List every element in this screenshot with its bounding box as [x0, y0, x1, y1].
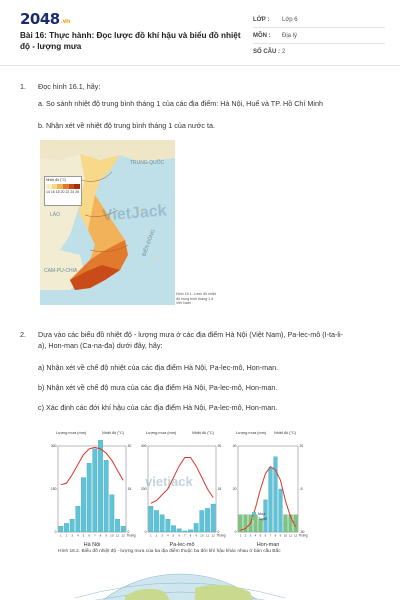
- rain-tick: 0: [54, 530, 57, 534]
- month-tick: 5: [82, 533, 85, 538]
- month-tick: 4: [76, 533, 79, 538]
- watermark: vietjack: [145, 474, 193, 489]
- rain-bar: [121, 526, 125, 532]
- month-tick: 9: [195, 533, 198, 538]
- temp-tick: 30: [217, 444, 222, 448]
- watermark: VietJack: [101, 202, 168, 225]
- rain-tick: 200: [140, 487, 147, 491]
- rain-tick: 0: [234, 530, 237, 534]
- question-2b: b) Nhận xét về chế độ mưa của các địa điểm Hà Nội, Pa-lec-mô, Hon-man.: [38, 383, 278, 392]
- month-tick: 7: [183, 533, 186, 538]
- x-axis-label: Tháng: [126, 533, 136, 538]
- map-label: CAM-PU-CHIA: [44, 268, 78, 274]
- month-tick: 3: [249, 533, 252, 538]
- station-name: Hon-man: [256, 542, 280, 548]
- meta-value: Lớp 6: [282, 16, 298, 23]
- meta-key: MÔN :: [253, 32, 271, 39]
- map-legend-scale: 14 16 18 20 22 24 26: [46, 190, 80, 194]
- month-tick: 9: [279, 533, 282, 538]
- month-tick: 10: [200, 533, 204, 538]
- month-tick: 6: [88, 533, 91, 538]
- rain-bar: [87, 463, 91, 532]
- rain-tick: 40: [232, 444, 237, 448]
- station-name: Pa-lec-mô: [169, 542, 195, 548]
- rain-axis-label: Lượng mưa (mm): [236, 431, 267, 435]
- month-tick: 12: [293, 533, 298, 538]
- meta-row-subject: [253, 28, 385, 44]
- climate-charts-svg: [40, 424, 312, 554]
- rain-bar: [171, 526, 175, 532]
- question-2c: c) Xác định các đới khí hậu của các địa điểm Hà Nội, Pa-lec-mô, Hon-man.: [38, 403, 278, 412]
- rain-bar: [279, 489, 283, 532]
- rain-bar: [160, 515, 164, 532]
- month-tick: 2: [155, 533, 158, 538]
- rain-bar: [177, 529, 181, 532]
- month-tick: 3: [71, 533, 74, 538]
- rain-bar: [194, 523, 198, 532]
- meta-value: Địa lý: [282, 32, 298, 39]
- rain-axis-label: Lượng mưa (mm): [146, 431, 177, 435]
- meta-key: SỐ CÂU :: [253, 49, 280, 55]
- month-tick: 1: [59, 533, 62, 538]
- meta-key: LỚP :: [253, 16, 270, 23]
- snow-bar: [259, 519, 263, 532]
- page-header: [0, 0, 400, 66]
- rain-bar: [93, 449, 97, 532]
- month-tick: 2: [65, 533, 68, 538]
- month-tick: 6: [178, 533, 181, 538]
- temp-tick: -30: [299, 530, 305, 534]
- x-axis-label: Tháng: [216, 533, 226, 538]
- rain-bar: [269, 468, 273, 533]
- rain-tick: 0: [144, 530, 147, 534]
- temp-tick: 0: [217, 530, 220, 534]
- map-legend-title: Nhiệt độ (°C): [46, 178, 67, 182]
- figure-caption: Hình 16.2. Biểu đồ nhiệt độ - lượng mưa của ba địa điểm thuộc ba đới khí hậu khác nhau ở bán cầu Bắc: [58, 549, 281, 554]
- question-1a: a. So sánh nhiệt độ trung bình tháng 1 của các địa điểm: Hà Nội, Huế và TP. Hồ Chí Minh: [38, 99, 324, 108]
- map-label: BIỂN ĐÔNG: [141, 228, 157, 258]
- month-tick: 8: [189, 533, 192, 538]
- temp-tick: 15: [217, 487, 222, 491]
- rain-bar: [59, 526, 63, 532]
- question-1-heading: [20, 82, 390, 94]
- question-text: Đọc hình 16.1, hãy:: [38, 82, 101, 91]
- month-tick: 1: [149, 533, 152, 538]
- meta-row-class: [253, 12, 385, 28]
- month-tick: 4: [166, 533, 169, 538]
- month-tick: 7: [269, 533, 272, 538]
- month-tick: 8: [99, 533, 102, 538]
- rain-bar: [110, 495, 114, 532]
- rain-bar: [104, 460, 108, 532]
- month-tick: 10: [283, 533, 288, 538]
- rain-tick: 400: [140, 444, 147, 448]
- rain-bar: [211, 504, 215, 532]
- vietnam-temperature-map: [40, 140, 175, 305]
- temp-tick: 30: [127, 444, 132, 448]
- month-tick: 4: [254, 533, 257, 538]
- temp-axis-label: Nhiệt độ (°C): [192, 431, 214, 435]
- climate-zones-globe: [55, 566, 305, 600]
- rain-axis-label: Lượng mưa (mm): [56, 431, 87, 435]
- legend-label-snow: Tuyết: [258, 517, 267, 521]
- rain-bar: [205, 508, 209, 532]
- question-1b: b. Nhận xét về nhiệt độ trung bình tháng 1 của nước ta.: [38, 121, 215, 130]
- map-legend-colors: [46, 184, 80, 189]
- map-legend: [44, 176, 82, 206]
- rain-bar: [70, 519, 74, 532]
- rain-tick: 300: [50, 444, 57, 448]
- month-tick: 8: [274, 533, 277, 538]
- temp-tick: 0: [127, 530, 130, 534]
- rain-bar: [166, 519, 170, 532]
- month-tick: 2: [244, 533, 247, 538]
- temp-axis-label: Nhiệt độ (°C): [102, 431, 124, 435]
- temperature-line: [61, 447, 123, 484]
- month-tick: 5: [172, 533, 175, 538]
- month-tick: 1: [239, 533, 242, 538]
- month-tick: 9: [105, 533, 108, 538]
- rain-bar: [154, 511, 158, 533]
- rain-bar: [149, 506, 153, 532]
- rain-bar: [98, 440, 102, 532]
- month-tick: 3: [161, 533, 164, 538]
- globe-graphic: [55, 566, 305, 600]
- legend-swatch-rain: [252, 512, 256, 515]
- map-caption: Hình 16.1. Lược đồ nhiệt độ trung bình tháng 1 ở Việt Nam: [176, 292, 216, 305]
- month-tick: 11: [115, 533, 120, 538]
- temp-tick: 15: [127, 487, 132, 491]
- question-number: 2.: [20, 330, 26, 339]
- month-tick: 11: [288, 533, 293, 538]
- month-tick: 10: [110, 533, 114, 538]
- rain-bar: [183, 531, 187, 532]
- rain-tick: 20: [232, 487, 237, 491]
- rain-bar: [188, 530, 192, 532]
- month-tick: 6: [264, 533, 267, 538]
- rain-bar: [64, 523, 68, 532]
- page-title: Bài 16: Thực hành: Đọc lược đồ khí hậu và biểu đồ nhiệt độ - lượng mưa: [20, 31, 241, 51]
- rain-bar: [200, 511, 204, 533]
- meta-value: 2: [282, 49, 286, 55]
- temp-tick: 20: [299, 444, 304, 448]
- rain-bar: [76, 506, 80, 532]
- meta-row-count: [253, 44, 385, 60]
- snow-bar: [284, 515, 288, 532]
- x-axis-label: Tháng: [298, 533, 308, 538]
- legend-label-rain: Mưa: [258, 512, 266, 516]
- question-2-text-cont: a), Hon-man (Ca-na-đa) dưới đây, hãy:: [38, 341, 163, 350]
- meta-table: [253, 12, 385, 60]
- question-text: Dựa vào các biểu đồ nhiệt độ - lượng mưa ở các địa điểm Hà Nội (Việt Nam), Pa-lec-mô (I-ta-li-: [38, 330, 343, 339]
- temp-tick: -5: [299, 487, 303, 491]
- map-label: LÀO: [50, 212, 61, 218]
- rain-tick: 150: [50, 487, 57, 491]
- month-tick: 12: [121, 533, 125, 538]
- month-tick: 11: [205, 533, 210, 538]
- month-tick: 5: [259, 533, 262, 538]
- question-number: 1.: [20, 82, 26, 91]
- site-logo[interactable]: 2048.vn: [20, 10, 70, 28]
- question-2a: a) Nhận xét về chế độ nhiệt của các địa điểm Hà Nội, Pa-lec-mô, Hon-man.: [38, 363, 279, 372]
- station-name: Hà Nội: [83, 542, 101, 548]
- rain-bar: [274, 457, 278, 532]
- month-tick: 12: [211, 533, 215, 538]
- rain-bar: [115, 519, 119, 532]
- temp-axis-label: Nhiệt độ (°C): [274, 431, 296, 435]
- rain-bar: [81, 478, 85, 532]
- map-label: TRUNG QUỐC: [130, 160, 165, 166]
- month-tick: 7: [93, 533, 96, 538]
- climate-charts: [40, 424, 312, 554]
- legend-swatch-snow: [252, 517, 256, 520]
